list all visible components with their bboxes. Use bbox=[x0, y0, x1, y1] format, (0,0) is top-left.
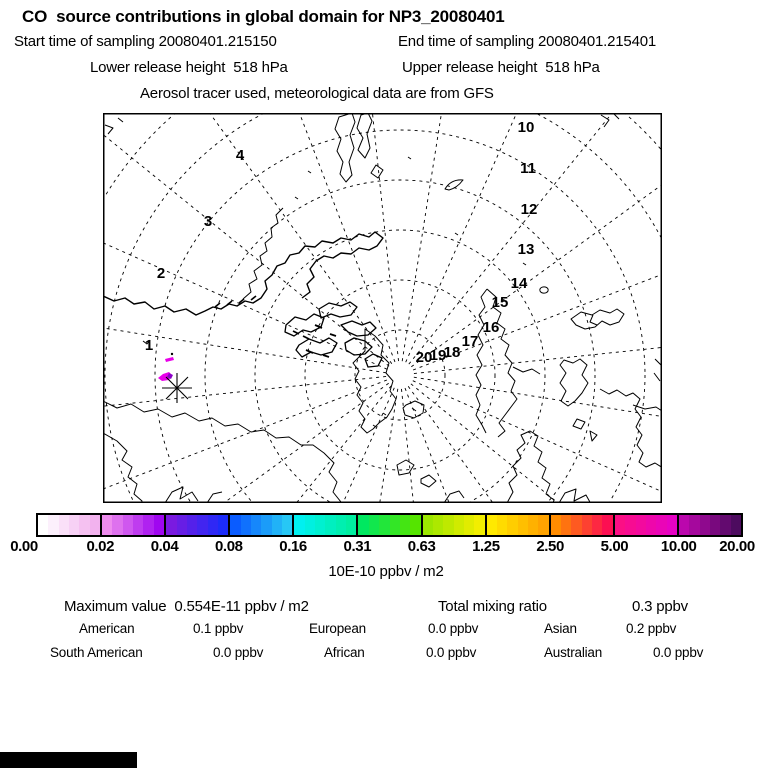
end-time-label: End time of sampling 20080401.215401 bbox=[398, 33, 656, 50]
map-grid-label: 2 bbox=[156, 265, 166, 282]
colorbar-segment bbox=[679, 515, 741, 535]
colorbar-tick: 5.00 bbox=[600, 538, 629, 555]
colorbar-tick: 2.50 bbox=[536, 538, 564, 555]
bottom-black-bar bbox=[0, 752, 137, 768]
region-european-value: 0.0 ppbv bbox=[428, 621, 479, 636]
map-grid-label: 14 bbox=[510, 275, 528, 292]
map-grid-label: 18 bbox=[443, 344, 461, 361]
start-time-label: Start time of sampling 20080401.215150 bbox=[14, 33, 277, 50]
colorbar-segment bbox=[230, 515, 294, 535]
map-grid-label: 16 bbox=[482, 319, 500, 336]
region-south-american-value: 0.0 ppbv bbox=[213, 645, 264, 660]
map-grid-label: 13 bbox=[517, 241, 535, 258]
lower-release-label: Lower release height 518 hPa bbox=[90, 59, 288, 76]
colorbar-segment bbox=[615, 515, 679, 535]
region-american-value: 0.1 ppbv bbox=[193, 621, 244, 636]
coastlines bbox=[103, 113, 662, 503]
map-grid-label: 19 bbox=[429, 347, 447, 364]
region-australian-label: Australian bbox=[544, 645, 603, 660]
total-mixing-ratio-label: Total mixing ratio bbox=[438, 598, 547, 615]
region-european-label: European bbox=[309, 621, 366, 636]
colorbar-segment bbox=[294, 515, 358, 535]
colorbar-segment bbox=[423, 515, 487, 535]
upper-release-label: Upper release height 518 hPa bbox=[402, 59, 600, 76]
sampling-marker-icon bbox=[162, 373, 192, 403]
tracer-plume bbox=[158, 353, 174, 381]
grid-labels bbox=[145, 119, 538, 366]
map-grid-label: 17 bbox=[461, 333, 479, 350]
region-african-label: African bbox=[324, 645, 365, 660]
map-grid-label: 11 bbox=[520, 160, 536, 177]
region-american-label: American bbox=[79, 621, 135, 636]
map-grid-label: 20 bbox=[415, 349, 433, 366]
colorbar-tick: 0.02 bbox=[86, 538, 115, 555]
region-south-american-label: South American bbox=[50, 645, 143, 660]
map-grid-label: 15 bbox=[491, 294, 509, 311]
region-asian-label: Asian bbox=[544, 621, 577, 636]
colorbar-unit-label: 10E-10 ppbv / m2 bbox=[328, 563, 444, 580]
polar-map bbox=[103, 113, 662, 503]
colorbar-tick: 0.04 bbox=[150, 538, 179, 555]
colorbar-segment bbox=[38, 515, 102, 535]
colorbar-gradient bbox=[36, 513, 743, 537]
colorbar-tick: 0.00 bbox=[10, 538, 38, 555]
colorbar-segment bbox=[487, 515, 551, 535]
map-grid-label: 4 bbox=[235, 147, 245, 164]
colorbar-segment bbox=[551, 515, 615, 535]
map-grid-label: 3 bbox=[203, 213, 213, 230]
map-frame bbox=[104, 114, 662, 503]
colorbar-tick: 0.08 bbox=[214, 538, 243, 555]
colorbar-segment bbox=[166, 515, 230, 535]
region-asian-value: 0.2 ppbv bbox=[626, 621, 677, 636]
colorbar-tick: 0.31 bbox=[343, 538, 372, 555]
region-australian-value: 0.0 ppbv bbox=[653, 645, 704, 660]
colorbar-tick: 10.00 bbox=[660, 538, 697, 555]
total-mixing-ratio-value: 0.3 ppbv bbox=[632, 598, 688, 615]
colorbar-segment bbox=[102, 515, 166, 535]
tracer-note: Aerosol tracer used, meteorological data are from GFS bbox=[140, 85, 494, 102]
colorbar-tick: 1.25 bbox=[472, 538, 500, 555]
colorbar-segment bbox=[358, 515, 422, 535]
map-grid-label: 10 bbox=[517, 119, 535, 136]
colorbar-tick: 20.00 bbox=[719, 538, 755, 555]
colorbar-tick: 0.16 bbox=[279, 538, 307, 555]
colorbar-tick: 0.63 bbox=[407, 538, 436, 555]
map-grid-label: 1 bbox=[144, 337, 154, 354]
plot-title: CO source contributions in global domain for NP3_20080401 bbox=[22, 7, 505, 26]
map-grid-label: 12 bbox=[520, 201, 538, 218]
maximum-value-label: Maximum value 0.554E-11 ppbv / m2 bbox=[64, 598, 309, 615]
region-african-value: 0.0 ppbv bbox=[426, 645, 477, 660]
